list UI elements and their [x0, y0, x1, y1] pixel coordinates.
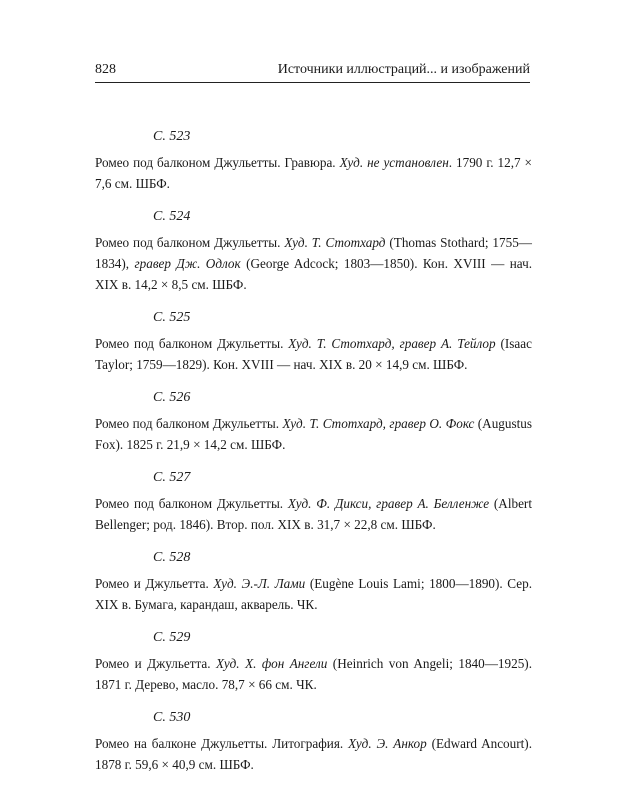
- entry-text-segment: (Heinrich von Angeli; 1840—1925). 1871 г. Дерево, масло. 78,7 × 66 см. ЧК.: [95, 656, 532, 692]
- entry-description: [95, 493, 532, 535]
- entry-page-reference: С. 526: [153, 390, 191, 405]
- source-entry: [95, 629, 532, 695]
- entry-text-segment: (Albert Bellenger; род. 1846). Втор. пол. XIX в. 31,7 × 22,8 см. ШБФ.: [95, 496, 532, 532]
- entry-text-segment: (Edward Ancourt). 1878 г. 59,6 × 40,9 см. ШБФ.: [95, 736, 532, 772]
- page-number: 828: [95, 62, 116, 77]
- entry-artist-credit: Худ. Х. фон Ангели: [216, 656, 328, 671]
- entry-text-segment: Ромео под балконом Джульетты.: [95, 336, 289, 351]
- entry-artist-credit: Худ. Т. Стотхард, гравер О. Фокс: [282, 416, 475, 431]
- source-entry: [95, 208, 532, 295]
- entry-artist-credit: Худ. Э.-Л. Лами: [213, 576, 306, 591]
- source-entry: [95, 309, 532, 375]
- entry-artist-credit: Худ. Э. Анкор: [348, 736, 427, 751]
- entry-text-segment: Ромео и Джульетта.: [95, 656, 217, 671]
- entry-text-segment: Ромео под балконом Джульетты.: [95, 496, 288, 511]
- entry-text-segment: (Augustus Fox). 1825 г. 21,9 × 14,2 см. ШБФ.: [95, 416, 532, 452]
- entry-artist-credit: Худ. Т. Стотхард: [284, 235, 386, 250]
- entry-artist-credit: Худ. не установлен: [339, 155, 449, 170]
- page-header: [95, 60, 530, 83]
- entry-page-reference: С. 524: [153, 209, 191, 224]
- entry-description: [95, 152, 532, 194]
- entry-page-reference: С. 527: [153, 470, 191, 485]
- entry-text-segment: Ромео и Джульетта.: [95, 576, 214, 591]
- source-entry: [95, 709, 532, 775]
- entry-text-segment: Ромео под балконом Джульетты.: [95, 235, 285, 250]
- entry-page-reference: С. 529: [153, 630, 191, 645]
- entry-artist-credit: Худ. Ф. Дикси, гравер А. Белленже: [287, 496, 490, 511]
- source-entry: [95, 389, 532, 455]
- illustration-source-list: [95, 128, 532, 789]
- entry-artist-credit: гравер Дж. Одлок: [134, 256, 241, 271]
- entry-artist-credit: Худ. Т. Стотхард, гравер А. Тейлор: [288, 336, 496, 351]
- entry-page-reference: С. 530: [153, 710, 191, 725]
- entry-text-segment: (George Adcock; 1803—1850). Кон. XVIII — нач. XIX в. 14,2 × 8,5 см. ШБФ.: [95, 256, 533, 292]
- entry-text-segment: (Isaac Taylor; 1759—1829). Кон. XVIII — нач. XIX в. 20 × 14,9 см. ШБФ.: [95, 336, 532, 372]
- entry-text-segment: Ромео под балконом Джульетты. Гравюра.: [95, 155, 340, 170]
- entry-description: [95, 232, 532, 295]
- running-head: Источники иллюстраций... и изображений: [277, 62, 530, 77]
- entry-text-segment: (Eugène Louis Lami; 1800—1890). Сер. XIX в. Бумага, карандаш, акварель. ЧК.: [95, 576, 533, 612]
- entry-description: [95, 573, 532, 615]
- entry-page-reference: С. 523: [153, 129, 191, 144]
- entry-description: [95, 333, 532, 375]
- entry-page-reference: С. 525: [153, 310, 191, 325]
- entry-text-segment: Ромео на балконе Джульетты. Литография.: [95, 736, 349, 751]
- entry-text-segment: . 1790 г. 12,7 × 7,6 см. ШБФ.: [95, 155, 532, 191]
- source-entry: [95, 549, 532, 615]
- entry-page-reference: С. 528: [153, 550, 191, 565]
- source-entry: [95, 469, 532, 535]
- entry-text-segment: (Thomas Stothard; 1755—1834),: [95, 235, 532, 271]
- entry-text-segment: Ромео под балконом Джульетты.: [95, 416, 283, 431]
- entry-description: [95, 653, 532, 695]
- entry-description: [95, 413, 532, 455]
- source-entry: [95, 128, 532, 194]
- entry-description: [95, 733, 532, 775]
